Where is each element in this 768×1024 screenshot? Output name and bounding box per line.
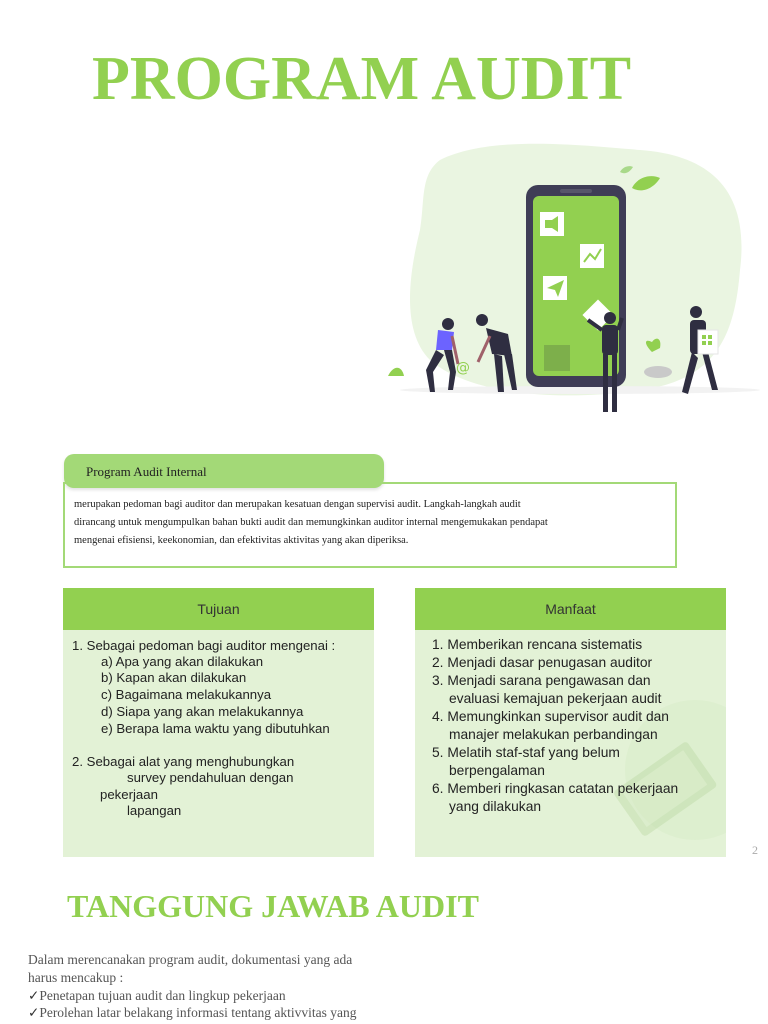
list-item: manajer melakukan perbandingan — [449, 727, 658, 742]
list-item: berpengalaman — [449, 763, 545, 778]
list-item: evaluasi kemajuan pekerjaan audit — [449, 691, 662, 706]
manfaat-header: Manfaat — [415, 588, 726, 630]
list-item: survey pendahuluan dengan — [127, 770, 294, 785]
page-title: PROGRAM AUDIT — [92, 45, 632, 113]
checkmark-icon: ✓ — [28, 1005, 40, 1020]
page-number: 2 — [752, 843, 758, 857]
definition-line: dirancang untuk mengumpulkan bahan bukti audit dan memungkinkan auditor internal mengemukakan pendapat — [74, 517, 548, 528]
intro-line: Dalam merencanakan program audit, dokumentasi yang ada — [28, 952, 353, 967]
send-icon — [543, 276, 567, 300]
list-item — [28, 1004, 356, 1022]
definition-text — [74, 496, 670, 550]
list-item: 4. Memungkinkan supervisor audit dan — [432, 709, 669, 724]
tujuan-header: Tujuan — [63, 588, 374, 630]
at-sign-icon: @ — [456, 360, 470, 376]
list-item — [28, 987, 286, 1005]
bullet-text: Penetapan tujuan audit dan lingkup pekerjaan — [39, 988, 286, 1003]
list-item: b) Kapan akan dilakukan — [101, 670, 247, 685]
intro-line: harus mencakup : — [28, 970, 124, 985]
list-item: 1. Sebagai pedoman bagi auditor mengenai : — [72, 638, 336, 653]
definition-line: merupakan pedoman bagi auditor dan merupakan kesatuan dengan supervisi audit. Langkah-langkah audit — [74, 499, 521, 510]
list-item: yang dilakukan — [449, 799, 542, 814]
list-item: 6. Memberi ringkasan catatan pekerjaan — [432, 781, 679, 796]
list-item: 2. Menjadi dasar penugasan auditor — [432, 655, 653, 670]
list-item: d) Siapa yang akan melakukannya — [101, 704, 304, 719]
tujuan-panel — [63, 630, 374, 857]
megaphone-icon — [540, 212, 564, 236]
list-item: 1. Memberikan rencana sistematis — [432, 637, 643, 652]
list-item: a) Apa yang akan dilakukan — [101, 654, 264, 669]
people-with-phone-illustration — [380, 140, 760, 430]
list-item: 3. Menjadi sarana pengawasan dan — [432, 673, 651, 688]
section-title: TANGGUNG JAWAB AUDIT — [67, 888, 479, 924]
chart-icon — [580, 244, 604, 268]
list-item: 5. Melatih staf-staf yang belum — [432, 745, 620, 760]
list-item: e) Berapa lama waktu yang dibutuhkan — [101, 721, 330, 736]
list-item: c) Bagaimana melakukannya — [101, 687, 272, 702]
list-item: 2. Sebagai alat yang menghubungkan — [72, 754, 295, 769]
list-item: lapangan — [127, 803, 182, 818]
manfaat-panel — [415, 630, 726, 857]
definition-line: mengenai efisiensi, keekonomian, dan efektivitas aktivitas yang akan diperiksa. — [74, 535, 409, 546]
bullet-text: Perolehan latar belakang informasi tentang aktivvitas yang — [39, 1005, 357, 1020]
checkmark-icon: ✓ — [28, 988, 40, 1003]
list-item: pekerjaan — [100, 787, 158, 802]
section-header-label: Program Audit Internal — [86, 464, 207, 479]
